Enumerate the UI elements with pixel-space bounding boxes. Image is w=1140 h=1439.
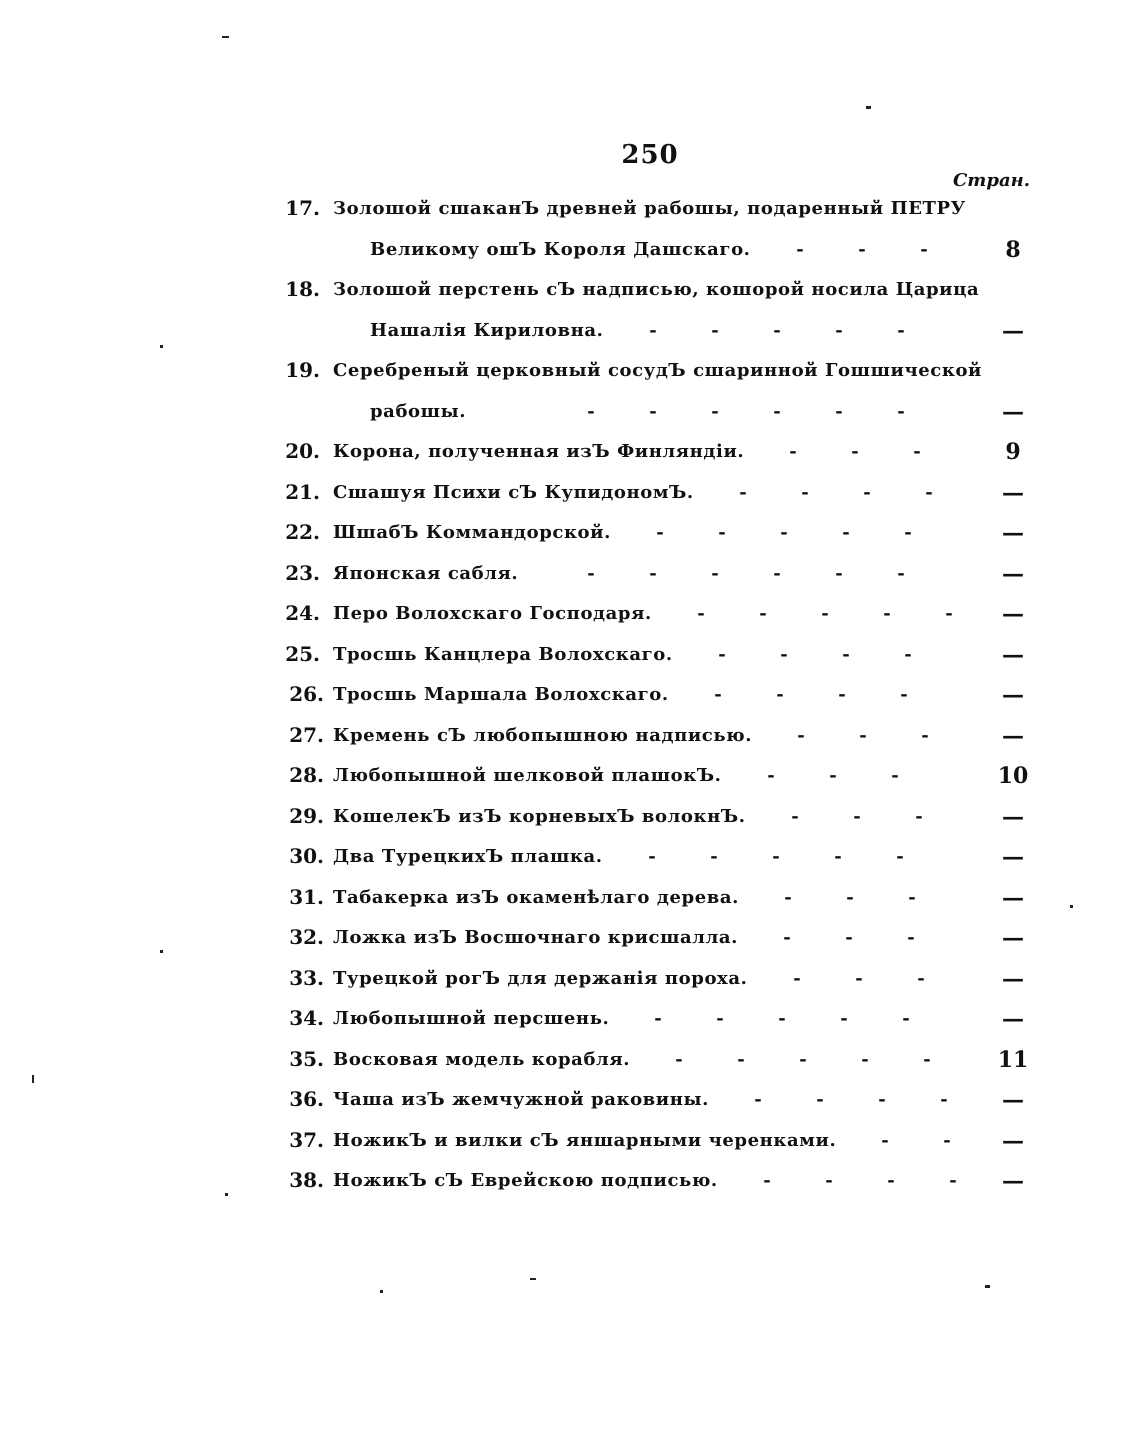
dot-leader: - - - - xyxy=(763,1170,957,1191)
entry-title: Сшашуя Психи сЪ КупидономЪ. xyxy=(333,481,694,503)
scan-speck xyxy=(32,1075,34,1083)
dot-leader: - - - xyxy=(796,238,928,260)
dot-leader: - - - xyxy=(767,765,899,786)
entry-number: 32. xyxy=(289,925,324,949)
list-item xyxy=(0,439,1140,473)
page-ref: — xyxy=(1002,479,1024,506)
dot-leader: - - - - xyxy=(754,1089,948,1110)
entry-title: НожикЪ сЪ Еврейскою подписью. xyxy=(333,1170,718,1191)
entry-title: Золошой перстень сЪ надписью, кошорой носила Царица xyxy=(333,279,980,300)
page-ref: — xyxy=(1002,560,1024,587)
scan-speck xyxy=(530,1278,536,1280)
entry-number: 38. xyxy=(289,1168,324,1192)
entry-number: 35. xyxy=(289,1046,324,1071)
list-item xyxy=(0,642,1140,676)
list-item xyxy=(0,1006,1140,1040)
entry-title-cont: Нашалія Кириловна. xyxy=(370,319,604,341)
dot-leader: - - - - - xyxy=(697,603,953,624)
dot-leader: - - - xyxy=(793,967,925,989)
entry-number: 37. xyxy=(289,1127,324,1152)
dot-leader: - - - - xyxy=(714,684,908,705)
list-item xyxy=(0,966,1140,1000)
dot-leader: - - - xyxy=(784,886,916,908)
list-item-continuation xyxy=(0,237,1140,271)
entry-title-cont: рабошы. xyxy=(370,400,467,422)
dot-leader: - - - - xyxy=(718,643,912,665)
page-number: 250 xyxy=(621,140,679,170)
page-ref: — xyxy=(1002,1127,1024,1154)
list-item xyxy=(0,885,1140,919)
entry-title: Чаша изЪ жемчужной раковины. xyxy=(333,1089,710,1110)
scan-speck xyxy=(1070,905,1073,908)
entry-title: Турецкой рогЪ для держанія пороха. xyxy=(333,967,748,989)
scan-speck xyxy=(222,36,229,38)
entry-title: Кремень сЪ любопышною надписью. xyxy=(333,724,753,746)
entry-title: Любопышной шелковой плашокЪ. xyxy=(333,765,722,786)
dot-leader: - - - - - xyxy=(654,1008,910,1029)
entry-title: Японская сабля. xyxy=(333,562,519,584)
entry-title: Корона, полученная изЪ Финляндіи. xyxy=(333,441,745,462)
entry-title: Золошой сшаканЪ древней рабошы, подаренный ПЕТРУ xyxy=(333,198,966,219)
scan-speck xyxy=(380,1290,383,1293)
entry-number: 36. xyxy=(289,1087,324,1111)
scan-speck xyxy=(160,950,163,953)
list-item-continuation xyxy=(0,318,1140,352)
entry-title: ШшабЪ Коммандорской. xyxy=(333,522,611,543)
entry-number: 27. xyxy=(289,722,324,747)
dot-leader: - - - - - xyxy=(648,846,904,867)
list-item xyxy=(0,723,1140,757)
list-item xyxy=(0,1047,1140,1081)
entry-number: 26. xyxy=(289,682,324,706)
entry-number: 23. xyxy=(285,560,320,585)
entry-number: 31. xyxy=(289,884,324,909)
entry-title: Табакерка изЪ окаменѣлаго дерева. xyxy=(333,886,739,908)
scan-speck xyxy=(225,1193,228,1196)
entry-number: 17. xyxy=(285,196,320,220)
page-ref: — xyxy=(1002,398,1024,425)
dot-leader: - - - - - xyxy=(649,319,905,341)
dot-leader: - - - - - xyxy=(656,522,912,543)
list-item xyxy=(0,561,1140,595)
page-ref: 9 xyxy=(1005,439,1021,465)
list-item xyxy=(0,277,1140,311)
page-ref: — xyxy=(1002,803,1024,830)
entry-number: 19. xyxy=(285,358,320,382)
scan-speck xyxy=(866,106,871,109)
list-item xyxy=(0,1087,1140,1121)
entry-title: Тросшь Маршала Волохскаго. xyxy=(333,684,669,705)
entry-title: Тросшь Канцлера Волохскаго. xyxy=(333,643,673,665)
dot-leader: - - xyxy=(881,1129,951,1151)
entry-number: 33. xyxy=(289,965,324,990)
entry-number: 18. xyxy=(285,277,320,301)
dot-leader: - - - - - - xyxy=(587,400,905,422)
entry-number: 29. xyxy=(289,803,324,828)
page-ref: — xyxy=(1002,925,1024,951)
page-ref: — xyxy=(1002,641,1024,668)
list-item xyxy=(0,682,1140,716)
scan-speck xyxy=(985,1285,990,1288)
page-ref: — xyxy=(1002,317,1024,344)
entry-number: 34. xyxy=(289,1006,324,1030)
column-header: Стран. xyxy=(952,170,1030,191)
entry-number: 22. xyxy=(285,520,320,544)
list-item xyxy=(0,601,1140,635)
page-ref: 10 xyxy=(997,763,1029,789)
page-ref: — xyxy=(1002,722,1024,749)
dot-leader: - - - xyxy=(797,724,929,746)
dot-leader: - - - - - - xyxy=(587,562,905,584)
entry-title: Перо Волохскаго Господаря. xyxy=(333,603,652,624)
scan-speck xyxy=(160,345,163,348)
dot-leader: - - - xyxy=(789,441,921,462)
entry-number: 20. xyxy=(285,439,320,463)
page-ref: — xyxy=(1002,1087,1024,1113)
list-item xyxy=(0,1168,1140,1202)
page-ref: — xyxy=(1002,1006,1024,1032)
list-item xyxy=(0,1128,1140,1162)
entry-number: 28. xyxy=(289,763,324,787)
list-item xyxy=(0,520,1140,554)
page-ref: — xyxy=(1002,520,1024,546)
entry-number: 24. xyxy=(285,601,320,625)
list-item-continuation xyxy=(0,399,1140,433)
list-item xyxy=(0,196,1140,230)
page-ref: — xyxy=(1002,965,1024,992)
entry-number: 30. xyxy=(289,844,324,868)
list-item xyxy=(0,763,1140,797)
entry-title: НожикЪ и вилки сЪ яншарными черенками. xyxy=(333,1129,837,1151)
entry-title: Два ТурецкихЪ плашка. xyxy=(333,846,603,867)
page-ref: 8 xyxy=(1005,236,1021,263)
dot-leader: - - - - - xyxy=(675,1048,931,1070)
dot-leader: - - - xyxy=(783,927,915,948)
list-item xyxy=(0,925,1140,959)
entry-title: Любопышной персшень. xyxy=(333,1008,610,1029)
entry-title-cont: Великому ошЪ Короля Дашскаго. xyxy=(370,238,751,260)
dot-leader: - - - - xyxy=(739,481,933,503)
page-ref: — xyxy=(1002,844,1024,870)
list-item xyxy=(0,804,1140,838)
entry-title: Серебреный церковный сосудЪ сшаринной Гошшической xyxy=(333,360,983,381)
page-ref: — xyxy=(1002,601,1024,627)
list-item xyxy=(0,358,1140,392)
entry-number: 25. xyxy=(285,641,320,666)
entry-number: 21. xyxy=(285,479,320,504)
entry-title: Ложка изЪ Восшочнаго крисшалла. xyxy=(333,927,739,948)
page-ref: — xyxy=(1002,1168,1024,1194)
entry-title: Восковая модель корабля. xyxy=(333,1048,631,1070)
page-ref: — xyxy=(1002,884,1024,911)
page-ref: — xyxy=(1002,682,1024,708)
list-item xyxy=(0,480,1140,514)
list-item xyxy=(0,844,1140,878)
entry-title: КошелекЪ изЪ корневыхЪ волокнЪ. xyxy=(333,805,746,827)
dot-leader: - - - xyxy=(791,805,923,827)
page-ref: 11 xyxy=(997,1046,1029,1073)
